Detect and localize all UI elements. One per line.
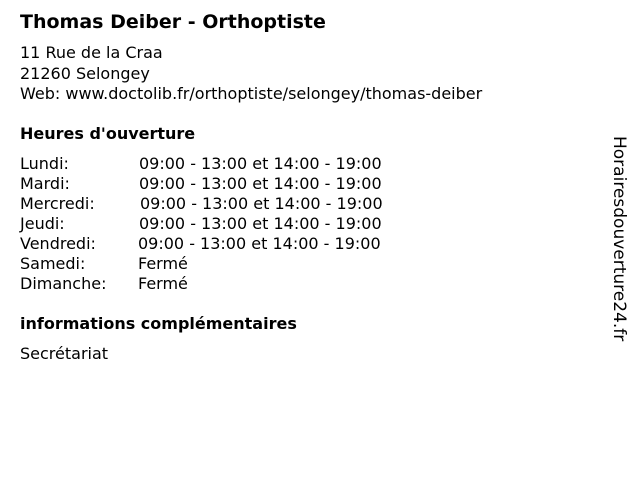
- day-label: Dimanche:: [20, 274, 107, 293]
- city-postcode: 21260 Selongey: [20, 64, 150, 83]
- additional-info-heading: informations complémentaires: [20, 314, 297, 333]
- day-hours: 09:00 - 13:00 et 14:00 - 19:00: [139, 174, 382, 193]
- day-hours: 09:00 - 13:00 et 14:00 - 19:00: [139, 154, 382, 173]
- day-label: Samedi:: [20, 254, 86, 273]
- day-label: Mardi:: [20, 174, 70, 193]
- opening-hours-heading: Heures d'ouverture: [20, 124, 196, 143]
- day-hours: Fermé: [138, 274, 188, 293]
- day-label: Lundi:: [20, 154, 69, 173]
- business-title: Thomas Deiber - Orthoptiste: [20, 11, 326, 33]
- day-label: Mercredi:: [20, 194, 95, 213]
- day-hours: 09:00 - 13:00 et 14:00 - 19:00: [138, 234, 381, 253]
- day-label: Jeudi:: [20, 214, 65, 233]
- site-brand-watermark: Horairesdouverture24.fr: [609, 136, 629, 342]
- additional-info-text: Secrétariat: [20, 344, 109, 363]
- day-label: Vendredi:: [20, 234, 96, 253]
- website-link[interactable]: Web: www.doctolib.fr/orthoptiste/selongey/thomas-deiber: [20, 84, 483, 103]
- day-hours: Fermé: [138, 254, 188, 273]
- day-hours: 09:00 - 13:00 et 14:00 - 19:00: [140, 194, 383, 213]
- street-address: 11 Rue de la Craa: [20, 43, 163, 62]
- day-hours: 09:00 - 13:00 et 14:00 - 19:00: [139, 214, 382, 233]
